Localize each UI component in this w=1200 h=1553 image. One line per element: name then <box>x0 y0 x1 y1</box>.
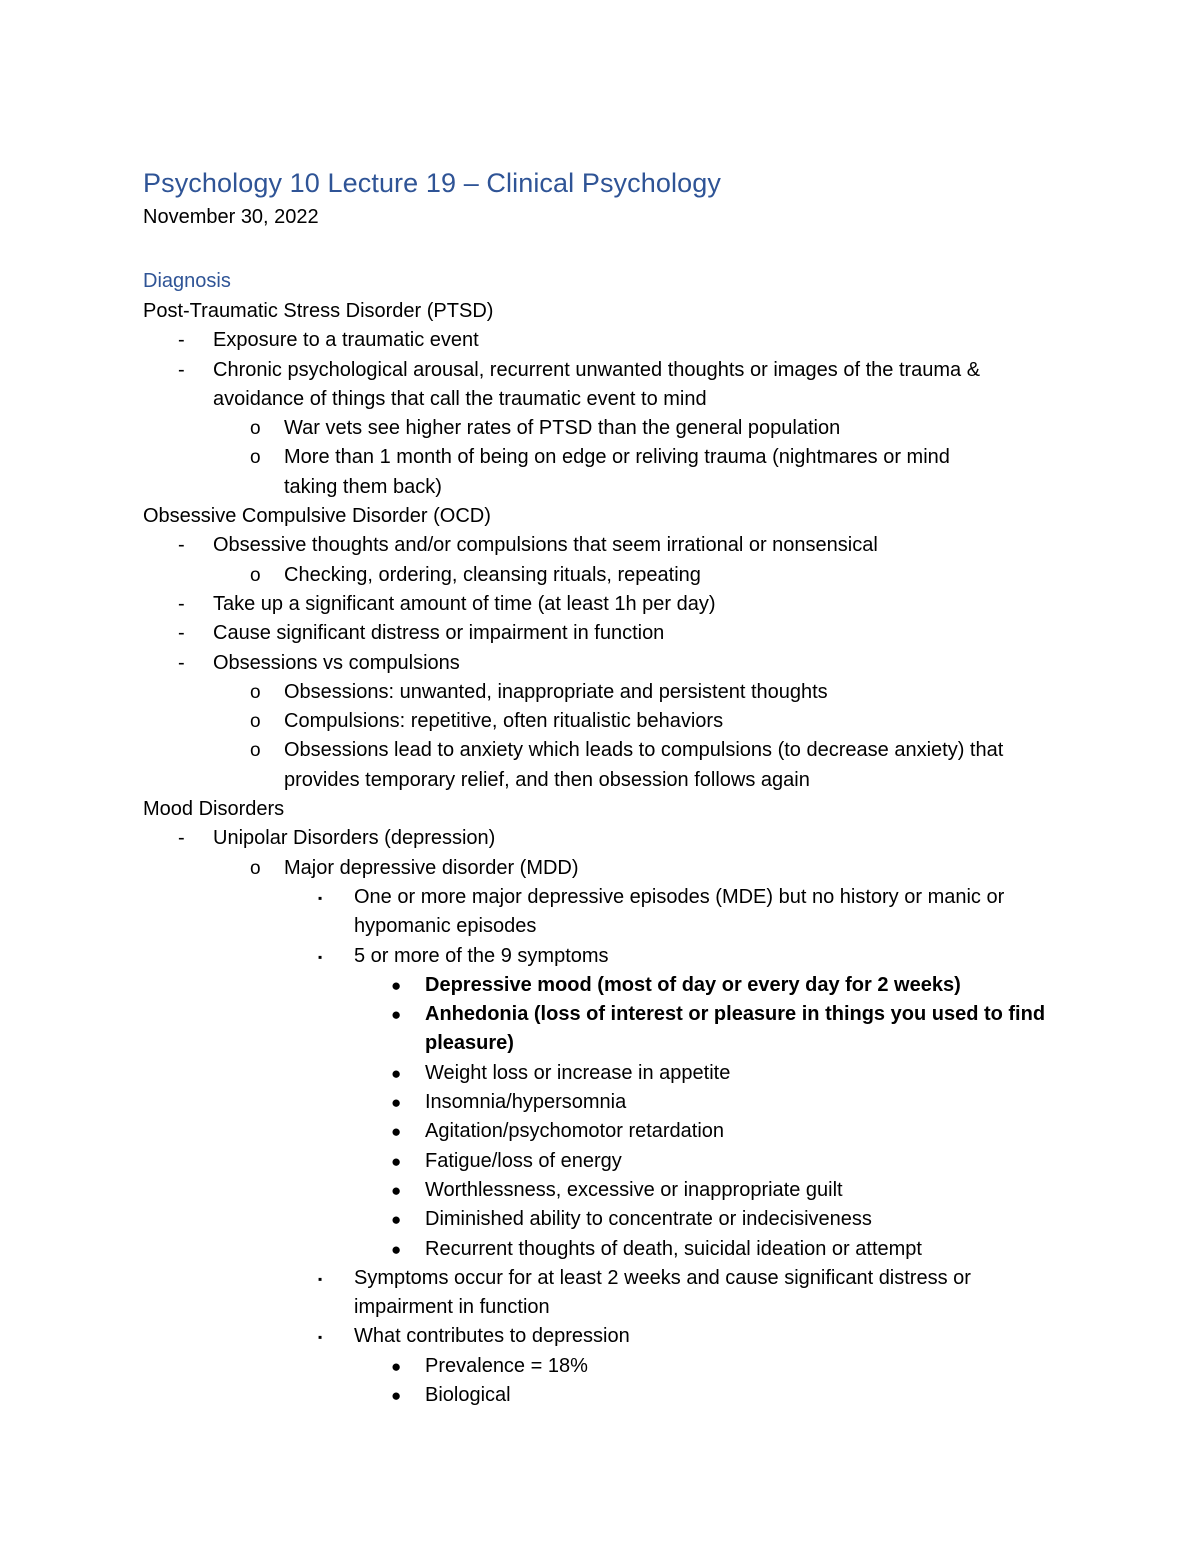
list-item <box>143 1235 1073 1264</box>
dash-bullet-icon: - <box>178 592 185 615</box>
list-item-text: Obsessions lead to anxiety which leads to compulsions (to decrease anxiety) that <box>284 739 1004 762</box>
list-item-text: taking them back) <box>284 475 442 498</box>
list-item <box>143 766 1073 795</box>
dash-bullet-icon: - <box>178 358 185 381</box>
list-item-text: Post-Traumatic Stress Disorder (PTSD) <box>143 300 494 322</box>
list-item <box>143 1147 1073 1176</box>
list-item-text: Prevalence = 18% <box>425 1354 588 1377</box>
list-item <box>143 854 1073 883</box>
list-item <box>143 414 1073 443</box>
list-item <box>143 942 1073 971</box>
dot-bullet-icon: ● <box>391 1180 402 1200</box>
list-item <box>143 707 1073 736</box>
list-item-text: Obsessions: unwanted, inappropriate and persistent thoughts <box>284 680 828 703</box>
dash-bullet-icon: - <box>178 329 185 352</box>
list-item <box>143 1176 1073 1205</box>
dot-bullet-icon: ● <box>391 1356 402 1376</box>
list-item <box>143 561 1073 590</box>
list-item <box>143 649 1073 678</box>
list-item-text: avoidance of things that call the traumatic event to mind <box>213 387 707 410</box>
list-item <box>143 1322 1073 1351</box>
list-item-text: Obsessions vs compulsions <box>213 651 460 674</box>
list-item <box>143 356 1073 385</box>
circle-bullet-icon: o <box>250 447 261 469</box>
dot-bullet-icon: ● <box>391 1093 402 1113</box>
list-item <box>143 1117 1073 1146</box>
dot-bullet-icon: ● <box>391 975 402 995</box>
list-item-text: Take up a significant amount of time (at least 1h per day) <box>213 592 716 615</box>
list-item <box>143 1029 1073 1058</box>
square-bullet-icon: ▪ <box>318 1271 323 1286</box>
list-item-text: hypomanic episodes <box>354 915 537 938</box>
list-item <box>143 1352 1073 1381</box>
list-item <box>143 1264 1073 1293</box>
outline-heading <box>143 502 1073 531</box>
list-item <box>143 531 1073 560</box>
dot-bullet-icon: ● <box>391 1122 402 1142</box>
list-item-text: Symptoms occur for at least 2 weeks and cause significant distress or <box>354 1266 971 1289</box>
list-item-text: Obsessive thoughts and/or compulsions that seem irrational or nonsensical <box>213 534 878 557</box>
dot-bullet-icon: ● <box>391 1239 402 1259</box>
list-item <box>143 619 1073 648</box>
dash-bullet-icon: - <box>178 827 185 850</box>
list-item-text: Exposure to a traumatic event <box>213 329 479 352</box>
notes-outline <box>143 297 1073 1410</box>
circle-bullet-icon: o <box>250 564 261 586</box>
dot-bullet-icon: ● <box>391 1151 402 1171</box>
list-item <box>143 385 1073 414</box>
list-item-text: Weight loss or increase in appetite <box>425 1061 731 1084</box>
square-bullet-icon: ▪ <box>318 1330 323 1345</box>
list-item-text: More than 1 month of being on edge or reliving trauma (nightmares or mind <box>284 446 950 469</box>
list-item-text: Checking, ordering, cleansing rituals, repeating <box>284 563 701 586</box>
dot-bullet-icon: ● <box>391 1063 402 1083</box>
list-item-text: Chronic psychological arousal, recurrent unwanted thoughts or images of the trauma & <box>213 358 981 381</box>
list-item-text: impairment in function <box>354 1296 550 1319</box>
list-item-text: Unipolar Disorders (depression) <box>213 827 496 850</box>
list-item <box>143 736 1073 765</box>
list-item <box>143 1205 1073 1234</box>
dash-bullet-icon: - <box>178 651 185 674</box>
list-item-text: Depressive mood (most of day or every day for 2 weeks) <box>425 973 961 996</box>
dot-bullet-icon: ● <box>391 1210 402 1230</box>
dash-bullet-icon: - <box>178 622 185 645</box>
circle-bullet-icon: o <box>250 711 261 733</box>
list-item-text: Diminished ability to concentrate or indecisiveness <box>425 1208 872 1231</box>
dot-bullet-icon: ● <box>391 1385 402 1405</box>
page-title: Psychology 10 Lecture 19 – Clinical Psychology <box>143 168 721 198</box>
list-item <box>143 1381 1073 1410</box>
list-item-text: Cause significant distress or impairment in function <box>213 622 665 645</box>
lecture-date: November 30, 2022 <box>143 206 319 228</box>
list-item-text: War vets see higher rates of PTSD than the general population <box>284 417 841 440</box>
list-item <box>143 824 1073 853</box>
list-item-text: Anhedonia (loss of interest or pleasure in things you used to find <box>425 1003 1046 1026</box>
list-item <box>143 1000 1073 1029</box>
circle-bullet-icon: o <box>250 681 261 703</box>
list-item-text: One or more major depressive episodes (MDE) but no history or manic or <box>354 885 1005 908</box>
list-item-text: Insomnia/hypersomnia <box>425 1091 627 1114</box>
list-item-text: 5 or more of the 9 symptoms <box>354 944 609 967</box>
outline-heading <box>143 795 1073 824</box>
list-item-text: Mood Disorders <box>143 798 285 821</box>
square-bullet-icon: ▪ <box>318 949 323 964</box>
list-item-text: provides temporary relief, and then obsession follows again <box>284 768 810 791</box>
list-item-text: Agitation/psychomotor retardation <box>425 1120 725 1143</box>
list-item-text: Obsessive Compulsive Disorder (OCD) <box>143 505 491 528</box>
dash-bullet-icon: - <box>178 534 185 557</box>
list-item-text: Fatigue/loss of energy <box>425 1149 622 1172</box>
list-item <box>143 473 1073 502</box>
list-item <box>143 971 1073 1000</box>
square-bullet-icon: ▪ <box>318 890 323 905</box>
list-item-text: Worthlessness, excessive or inappropriate guilt <box>425 1178 843 1201</box>
list-item <box>143 590 1073 619</box>
list-item <box>143 1059 1073 1088</box>
list-item-text: What contributes to depression <box>354 1325 630 1348</box>
list-item <box>143 326 1073 355</box>
list-item-text: Compulsions: repetitive, often ritualistic behaviors <box>284 710 724 733</box>
list-item <box>143 443 1073 472</box>
dot-bullet-icon: ● <box>391 1005 402 1025</box>
list-item <box>143 678 1073 707</box>
circle-bullet-icon: o <box>250 857 261 879</box>
list-item <box>143 912 1073 941</box>
list-item-text: Major depressive disorder (MDD) <box>284 856 579 879</box>
section-heading: Diagnosis <box>143 270 231 292</box>
list-item <box>143 1088 1073 1117</box>
list-item-text: Biological <box>425 1383 511 1406</box>
list-item-text: pleasure) <box>425 1032 514 1055</box>
list-item <box>143 883 1073 912</box>
outline-heading <box>143 297 1073 326</box>
circle-bullet-icon: o <box>250 740 261 762</box>
list-item-text: Recurrent thoughts of death, suicidal ideation or attempt <box>425 1237 922 1260</box>
list-item <box>143 1293 1073 1322</box>
circle-bullet-icon: o <box>250 418 261 440</box>
